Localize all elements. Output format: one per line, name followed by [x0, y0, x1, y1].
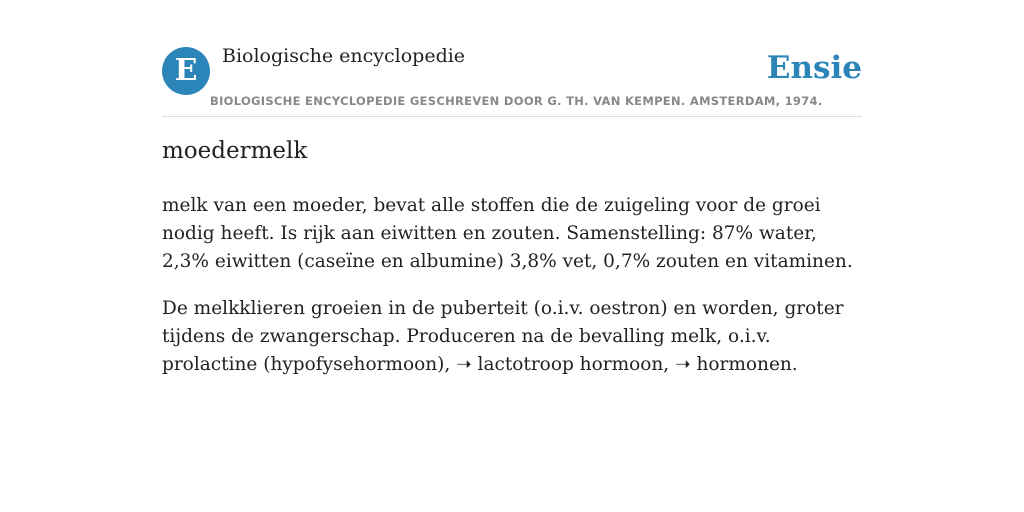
brand-logo[interactable]: Ensie [766, 50, 862, 86]
encyclopedia-subtitle: BIOLOGISCHE ENCYCLOPEDIE GESCHREVEN DOOR G. TH. VAN KEMPEN. AMSTERDAM, 1974. [210, 94, 823, 108]
entry-title: moedermelk [162, 138, 308, 164]
header [162, 0, 862, 117]
encyclopedia-title[interactable]: Biologische encyclopedie [222, 45, 466, 67]
page-container [162, 0, 862, 375]
entry-paragraph: melk van een moeder, bevat alle stoffen die de zuigeling voor de groei nodig heeft. Is rijk aan eiwitten en zouten. Samenstelling: 87% water, 2,3% eiwitten (caseïne en albumine) 3,8% vet, 0,7% zouten en vitaminen. [162, 195, 853, 272]
encyclopedia-logo[interactable]: E [162, 47, 210, 95]
entry-paragraph: De melkklieren groeien in de puberteit (o.i.v. oestron) en worden, groter tijdens de zwangerschap. Produceren na de bevalling melk, o.i.v. prolactine (hypofysehormoon), ➝ lactotroop hormoon, ➝ hormonen. [162, 298, 844, 375]
